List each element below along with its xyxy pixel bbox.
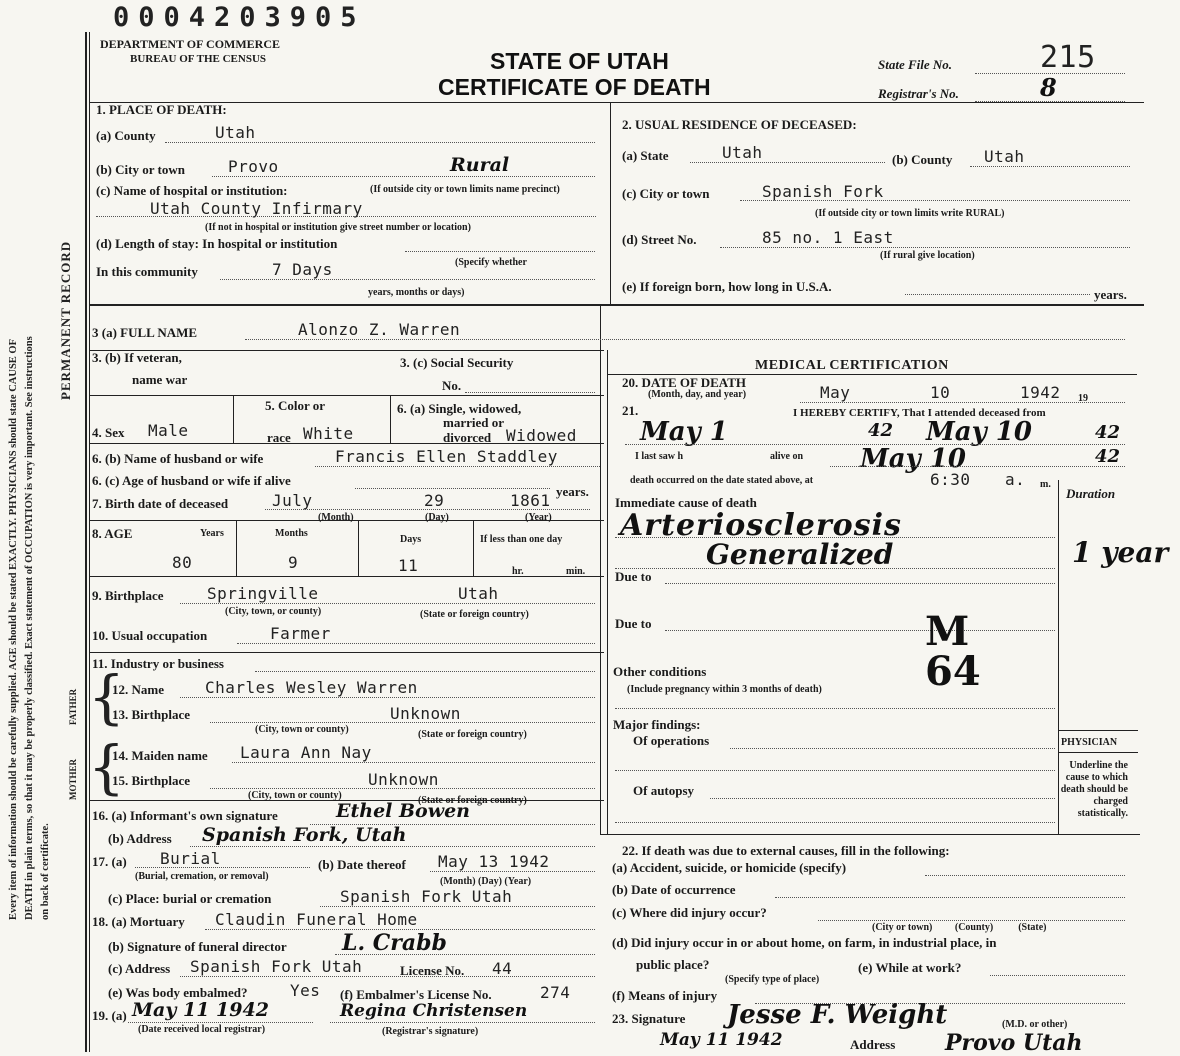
residence-city-value: Spanish Fork [762, 182, 884, 201]
duration-value: 1 year [1072, 536, 1169, 569]
sex-label: 4. Sex [92, 425, 125, 440]
external-c-note: (City or town) (County) (State) [872, 922, 1047, 933]
residence-street-label: (d) Street No. [622, 232, 697, 247]
war-label: name war [132, 372, 188, 387]
date-of-death-label: 20. DATE OF DEATH [622, 375, 746, 390]
physician-address-label: Address [850, 1037, 896, 1052]
hospital-value: Utah County Infirmary [150, 199, 363, 218]
place-of-death-heading: 1. PLACE OF DEATH: [96, 102, 227, 117]
age-label: 8. AGE [92, 526, 133, 541]
birthplace-state-value: Utah [458, 584, 499, 603]
birth-year-value: 1861 [510, 491, 551, 510]
age-less-than-day-heading: If less than one day [480, 534, 563, 545]
external-d-label-2: public place? [636, 957, 710, 972]
hospital-note: (If outside city or town limits name precinct) [370, 184, 560, 195]
filed-date-note: (Date received local registrar) [138, 1024, 266, 1035]
community-label: In this community [96, 264, 198, 279]
external-causes-heading: 22. If death was due to external causes, fill in the following: [622, 843, 950, 858]
physician-signature: Jesse F. Weight [727, 1000, 948, 1030]
registrar-signature-note: (Registrar's signature) [382, 1026, 479, 1037]
disposition-date-label: (b) Date thereof [318, 857, 406, 872]
rural-note: (If outside city or town limits write RURAL) [815, 208, 1005, 219]
margin-instructions-1: Every item of information should be carefully supplied. AGE should be stated EXACTLY. PHYSICIANS should state CAUSE OF [8, 339, 19, 920]
disposition-label: 17. (a) [92, 854, 127, 869]
industry-label: 11. Industry or business [92, 656, 224, 671]
mother-maiden-label: 14. Maiden name [112, 748, 208, 763]
mortuary-label: 18. (a) Mortuary [92, 914, 185, 929]
race-label: race [267, 430, 291, 445]
license-value: 44 [492, 959, 513, 978]
date-of-death-year: 1942 [1020, 383, 1061, 402]
burial-place-value: Spanish Fork Utah [340, 887, 513, 906]
birthplace-city-value: Springville [207, 584, 319, 603]
mother-birthplace-value: Unknown [368, 770, 439, 789]
disposition-date-value: May 13 1942 [438, 852, 550, 871]
cause-code: M 64 [925, 608, 981, 695]
immediate-cause-label: Immediate cause of death [615, 495, 757, 510]
year-heading: (Year) [525, 512, 552, 523]
external-d-label: (d) Did injury occur in or about home, on farm, in industrial place, in [612, 935, 997, 950]
external-b-label: (b) Date of occurrence [612, 882, 736, 897]
attended-to-year: 42 [1095, 422, 1121, 443]
length-of-stay-label: (d) Length of stay: In hospital or institution [96, 236, 338, 251]
father-birthplace-value: Unknown [390, 704, 461, 723]
permanent-record-label: PERMANENT RECORD [58, 240, 73, 400]
death-time: 6:30 [930, 470, 971, 489]
residence-state-value: Utah [722, 143, 763, 162]
immediate-cause-2: Generalized [706, 538, 894, 571]
duration-heading: Duration [1066, 486, 1116, 501]
embalmer-license-label: (f) Embalmer's License No. [340, 987, 492, 1002]
burial-place-label: (c) Place: burial or cremation [108, 891, 272, 906]
birth-month-value: July [272, 491, 313, 510]
mother-maiden-value: Laura Ann Nay [240, 743, 372, 762]
external-c-label: (c) Where did injury occur? [612, 905, 767, 920]
residence-heading: 2. USUAL RESIDENCE OF DECEASED: [622, 117, 857, 132]
father-city-note: (City, town or county) [255, 724, 349, 735]
attended-to: May 10 [926, 417, 1032, 447]
other-conditions-label: Other conditions [613, 664, 707, 679]
month-heading: (Month) [318, 512, 354, 523]
embalmed-label: (e) Was body embalmed? [108, 985, 248, 1000]
attended-from-year: 42 [868, 420, 894, 441]
informant-signature-label: 16. (a) Informant's own signature [92, 808, 278, 823]
md-or-other-label: (M.D. or other) [1002, 1019, 1068, 1030]
certify-text: I HEREBY CERTIFY, That I attended deceased from [793, 407, 1046, 419]
director-address-value: Spanish Fork Utah [190, 957, 363, 976]
father-name-label: 12. Name [112, 682, 164, 697]
death-city-label: (b) City or town [96, 162, 185, 177]
residence-county-value: Utah [984, 147, 1025, 166]
certificate-title: CERTIFICATE OF DEATH [438, 74, 711, 100]
mother-side-label: MOTHER [68, 758, 78, 800]
registrar-signature: Regina Christensen [340, 1001, 528, 1021]
operations-label: Of operations [633, 733, 710, 748]
informant-address: Spanish Fork, Utah [202, 824, 407, 846]
disposition-value: Burial [160, 849, 221, 868]
marital-value: Widowed [506, 426, 577, 445]
birth-day-value: 29 [424, 491, 445, 510]
informant-address-label: (b) Address [108, 831, 172, 846]
funeral-director-signature: L. Crabb [342, 930, 447, 956]
last-seen-year: 42 [1095, 446, 1121, 467]
attended-from: May 1 [640, 417, 728, 447]
last-saw-label: I last saw h [635, 451, 684, 462]
mother-city-note: (City, town or county) [248, 790, 342, 801]
margin-instructions-3: on back of certificate. [40, 823, 51, 920]
other-conditions-note: (Include pregnancy within 3 months of death) [627, 684, 822, 695]
informant-signature: Ethel Bowen [336, 800, 470, 822]
birthplace-state-note: (State or foreign country) [420, 609, 529, 620]
birthplace-city-note: (City, town, or county) [225, 606, 322, 617]
marital-label-3: divorced [443, 430, 492, 445]
hospital-label: (c) Name of hospital or institution: [96, 183, 288, 198]
father-birthplace-label: 13. Birthplace [112, 707, 190, 722]
veteran-label: 3. (b) If veteran, [92, 350, 182, 365]
mother-birthplace-label: 15. Birthplace [112, 773, 190, 788]
social-security-label: 3. (c) Social Security [400, 355, 514, 370]
physician-signature-label: 23. Signature [612, 1011, 686, 1026]
death-city-rural-mark: Rural [450, 154, 510, 176]
birth-date-label: 7. Birth date of deceased [92, 496, 229, 511]
autopsy-label: Of autopsy [633, 783, 695, 798]
foreign-years-label: years. [1094, 287, 1127, 302]
age-hr-label: hr. [512, 566, 524, 577]
occupation-value: Farmer [270, 624, 331, 643]
death-time-am: a. [1005, 470, 1026, 489]
physician-address: Provo Utah [945, 1030, 1083, 1056]
filed-label: 19. (a) [92, 1008, 127, 1023]
due-to-label-1: Due to [615, 569, 652, 584]
date-of-death-day: 10 [930, 383, 951, 402]
disposition-note: (Burial, cremation, or removal) [135, 871, 269, 882]
immediate-cause-1: Arteriosclerosis [620, 508, 902, 543]
alive-on-label: alive on [770, 451, 804, 462]
major-findings-label: Major findings: [613, 717, 701, 732]
date-of-death-19: 19 [1078, 393, 1088, 404]
father-side-label: FATHER [68, 688, 78, 725]
color-label: 5. Color or [265, 398, 326, 413]
death-time-m: m. [1040, 479, 1051, 490]
external-a-label: (a) Accident, suicide, or homicide (specify) [612, 860, 847, 875]
age-months-value: 9 [288, 553, 299, 572]
embalmer-license-value: 274 [540, 983, 571, 1002]
age-months-heading: Months [275, 528, 308, 539]
hospital-location-note: (If not in hospital or institution give street number or location) [205, 222, 471, 233]
state-file-number: 215 [1040, 40, 1096, 75]
death-occurred-label: death occurred on the date stated above, at [630, 475, 814, 486]
spouse-label: 6. (b) Name of husband or wife [92, 451, 264, 466]
father-name-value: Charles Wesley Warren [205, 678, 418, 697]
mortuary-value: Claudin Funeral Home [215, 910, 418, 929]
full-name-value: Alonzo Z. Warren [298, 320, 461, 339]
marital-label-2: married or [443, 415, 505, 430]
external-e-label: (e) While at work? [858, 960, 962, 975]
race-value: White [303, 424, 354, 443]
residence-city-label: (c) City or town [622, 186, 710, 201]
license-label: License No. [400, 963, 465, 978]
serial-number: 0004203905 [113, 2, 366, 33]
margin-instructions-2: DEATH in plain terms, so that it may be properly classified. Exact statement of OCCUPATION is very important. See instructions [24, 336, 35, 920]
disposition-date-note: (Month) (Day) (Year) [440, 876, 532, 887]
external-d-note: (Specify type of place) [725, 974, 820, 985]
date-of-death-note: (Month, day, and year) [648, 389, 747, 400]
spouse-age-label: 6. (c) Age of husband or wife if alive [92, 473, 291, 488]
community-value: 7 Days [272, 260, 333, 279]
bureau-label: BUREAU OF THE CENSUS [130, 53, 267, 65]
department-label: DEPARTMENT OF COMMERCE [100, 37, 281, 51]
physician-signature-date: May 11 1942 [660, 1030, 783, 1050]
full-name-label: 3 (a) FULL NAME [92, 325, 198, 340]
physician-note: Underline the cause to which death should be charged statistically. [1060, 760, 1128, 819]
foreign-born-label: (e) If foreign born, how long in U.S.A. [622, 279, 832, 294]
due-to-label-2: Due to [615, 616, 652, 631]
residence-street-value: 85 no. 1 East [762, 228, 894, 247]
father-state-note: (State or foreign country) [418, 729, 527, 740]
age-days-heading: Days [400, 534, 422, 545]
death-county-label: (a) County [96, 128, 156, 143]
director-address-label: (c) Address [108, 961, 171, 976]
social-security-no-label: No. [442, 378, 462, 393]
state-title: STATE OF UTAH [490, 48, 669, 74]
funeral-director-label: (b) Signature of funeral director [108, 939, 287, 954]
occupation-label: 10. Usual occupation [92, 628, 208, 643]
marital-label-1: 6. (a) Single, widowed, [397, 401, 522, 416]
physician-heading: PHYSICIAN [1061, 737, 1118, 748]
age-min-label: min. [566, 566, 586, 577]
age-years-heading: Years [200, 528, 224, 539]
age-years-value: 80 [172, 553, 193, 572]
external-f-label: (f) Means of injury [612, 988, 718, 1003]
mother-state-note: (State or foreign country) [418, 795, 527, 806]
embalmed-value: Yes [290, 981, 321, 1000]
specify-note: (Specify whether [455, 257, 527, 268]
filed-date: May 11 1942 [132, 999, 269, 1021]
rural-location-note: (If rural give location) [880, 250, 975, 261]
units-note: years, months or days) [368, 287, 465, 298]
death-county-value: Utah [215, 123, 256, 142]
age-days-value: 11 [398, 556, 419, 575]
death-city-value: Provo [228, 157, 279, 176]
date-of-death-month: May [820, 383, 851, 402]
sex-value: Male [148, 421, 189, 440]
medical-certification-heading: MEDICAL CERTIFICATION [755, 358, 949, 373]
spouse-value: Francis Ellen Staddley [335, 447, 558, 466]
residence-state-label: (a) State [622, 148, 669, 163]
state-file-label: State File No. [878, 57, 953, 72]
day-heading: (Day) [425, 512, 449, 523]
certify-number: 21. [622, 403, 639, 418]
registrar-number: 8 [1040, 73, 1057, 102]
residence-county-label: (b) County [892, 152, 953, 167]
spouse-age-unit: years. [556, 484, 589, 499]
last-seen-date: May 10 [860, 444, 966, 474]
registrar-number-label: Registrar's No. [878, 86, 959, 101]
birthplace-label: 9. Birthplace [92, 588, 164, 603]
